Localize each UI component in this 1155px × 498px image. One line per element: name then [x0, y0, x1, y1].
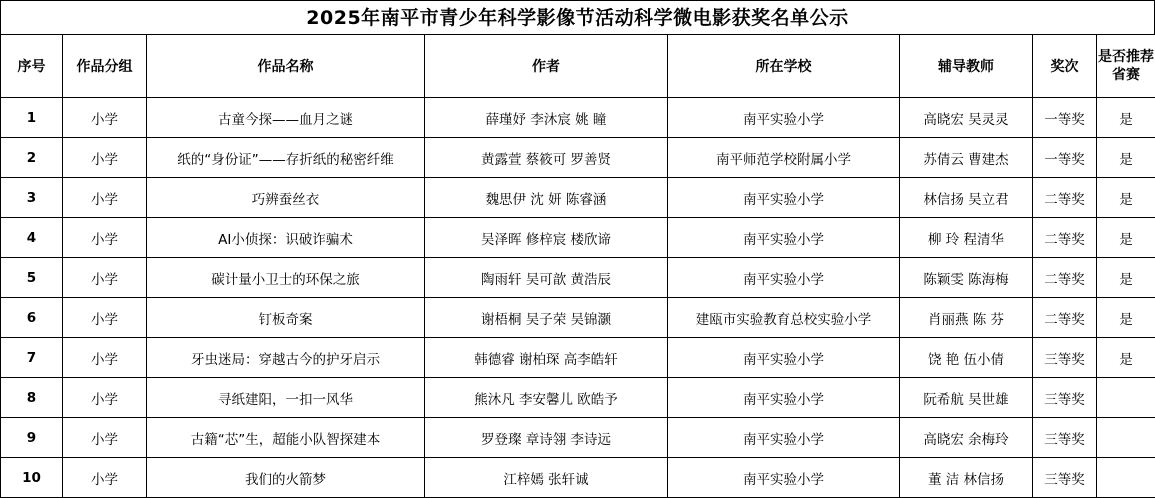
cell-author: 魏思伊 沈 妍 陈睿涵	[425, 178, 668, 218]
cell-index: 5	[1, 258, 63, 298]
cell-work-name: 寻纸建阳，一扣一风华	[147, 378, 425, 418]
cell-work-name: 古童今探——血月之谜	[147, 98, 425, 138]
table-row	[1, 218, 1155, 258]
header-group: 作品分组	[63, 35, 147, 98]
cell-index: 7	[1, 338, 63, 378]
cell-award: 二等奖	[1033, 298, 1097, 338]
cell-group: 小学	[63, 98, 147, 138]
table-row	[1, 418, 1155, 458]
table-row	[1, 458, 1155, 498]
header-teacher: 辅导教师	[900, 35, 1033, 98]
cell-recommend: 是	[1097, 258, 1155, 298]
cell-index: 1	[1, 98, 63, 138]
header-index: 序号	[1, 35, 63, 98]
cell-index: 6	[1, 298, 63, 338]
cell-school: 南平实验小学	[668, 218, 900, 258]
table-row	[1, 98, 1155, 138]
cell-index: 10	[1, 458, 63, 498]
cell-teacher: 陈颖雯 陈海梅	[900, 258, 1033, 298]
cell-award: 三等奖	[1033, 338, 1097, 378]
cell-author: 陶雨轩 吴可歆 黄浩辰	[425, 258, 668, 298]
cell-author: 吴泽晖 修梓宸 楼欣谛	[425, 218, 668, 258]
table-row	[1, 298, 1155, 338]
cell-author: 薛瑾妤 李沐宸 姚 瞳	[425, 98, 668, 138]
cell-recommend: 是	[1097, 178, 1155, 218]
cell-school: 南平实验小学	[668, 418, 900, 458]
award-table	[0, 34, 1155, 498]
table-row	[1, 138, 1155, 178]
cell-author: 江梓嫣 张轩诚	[425, 458, 668, 498]
cell-teacher: 饶 艳 伍小倩	[900, 338, 1033, 378]
cell-award: 二等奖	[1033, 178, 1097, 218]
cell-group: 小学	[63, 338, 147, 378]
cell-teacher: 高晓宏 吴灵灵	[900, 98, 1033, 138]
cell-group: 小学	[63, 458, 147, 498]
cell-teacher: 高晓宏 余梅玲	[900, 418, 1033, 458]
cell-award: 一等奖	[1033, 138, 1097, 178]
cell-school: 南平实验小学	[668, 378, 900, 418]
cell-index: 4	[1, 218, 63, 258]
cell-teacher: 林信扬 吴立君	[900, 178, 1033, 218]
cell-teacher: 柳 玲 程清华	[900, 218, 1033, 258]
cell-teacher: 阮希航 吴世雄	[900, 378, 1033, 418]
header-award: 奖次	[1033, 35, 1097, 98]
cell-author: 黄露萱 蔡筱可 罗善贤	[425, 138, 668, 178]
cell-award: 二等奖	[1033, 258, 1097, 298]
cell-school: 南平实验小学	[668, 458, 900, 498]
table-row	[1, 258, 1155, 298]
cell-recommend: 是	[1097, 98, 1155, 138]
cell-group: 小学	[63, 418, 147, 458]
header-work-name: 作品名称	[147, 35, 425, 98]
cell-author: 韩德睿 谢柏琛 高李皓轩	[425, 338, 668, 378]
cell-recommend: 是	[1097, 298, 1155, 338]
cell-author: 罗登璨 章诗翎 李诗远	[425, 418, 668, 458]
header-row	[1, 35, 1155, 98]
cell-author: 熊沐凡 李安馨儿 欧皓予	[425, 378, 668, 418]
cell-school: 南平实验小学	[668, 258, 900, 298]
header-recommend: 是否推荐省赛	[1097, 35, 1155, 98]
cell-award: 二等奖	[1033, 218, 1097, 258]
cell-work-name: AI小侦探：识破诈骗术	[147, 218, 425, 258]
header-school: 所在学校	[668, 35, 900, 98]
cell-recommend	[1097, 458, 1155, 498]
cell-index: 8	[1, 378, 63, 418]
cell-index: 3	[1, 178, 63, 218]
cell-school: 南平师范学校附属小学	[668, 138, 900, 178]
cell-award: 一等奖	[1033, 98, 1097, 138]
cell-work-name: 我们的火箭梦	[147, 458, 425, 498]
cell-school: 南平实验小学	[668, 178, 900, 218]
table-row	[1, 178, 1155, 218]
cell-work-name: 钉板奇案	[147, 298, 425, 338]
cell-work-name: 牙虫迷局：穿越古今的护牙启示	[147, 338, 425, 378]
page-title: 2025年南平市青少年科学影像节活动科学微电影获奖名单公示	[0, 0, 1155, 34]
header-author: 作者	[425, 35, 668, 98]
cell-award: 三等奖	[1033, 418, 1097, 458]
cell-group: 小学	[63, 138, 147, 178]
cell-school: 南平实验小学	[668, 338, 900, 378]
cell-index: 9	[1, 418, 63, 458]
cell-group: 小学	[63, 378, 147, 418]
table-row	[1, 338, 1155, 378]
cell-teacher: 肖丽燕 陈 芬	[900, 298, 1033, 338]
table-row	[1, 378, 1155, 418]
cell-school: 建瓯市实验教育总校实验小学	[668, 298, 900, 338]
cell-group: 小学	[63, 218, 147, 258]
cell-work-name: 碳计量小卫士的环保之旅	[147, 258, 425, 298]
cell-group: 小学	[63, 178, 147, 218]
cell-recommend: 是	[1097, 218, 1155, 258]
cell-recommend	[1097, 378, 1155, 418]
cell-award: 三等奖	[1033, 458, 1097, 498]
cell-teacher: 苏倩云 曹建杰	[900, 138, 1033, 178]
cell-work-name: 纸的“身份证”——存折纸的秘密纤维	[147, 138, 425, 178]
cell-recommend: 是	[1097, 138, 1155, 178]
cell-author: 谢梧桐 吴子荣 吴锦灏	[425, 298, 668, 338]
cell-school: 南平实验小学	[668, 98, 900, 138]
cell-group: 小学	[63, 258, 147, 298]
cell-group: 小学	[63, 298, 147, 338]
cell-recommend: 是	[1097, 338, 1155, 378]
cell-recommend	[1097, 418, 1155, 458]
table-body	[1, 98, 1155, 498]
cell-teacher: 董 洁 林信扬	[900, 458, 1033, 498]
cell-index: 2	[1, 138, 63, 178]
cell-work-name: 巧辨蚕丝衣	[147, 178, 425, 218]
cell-award: 三等奖	[1033, 378, 1097, 418]
cell-work-name: 古籍“芯”生，超能小队智探建本	[147, 418, 425, 458]
